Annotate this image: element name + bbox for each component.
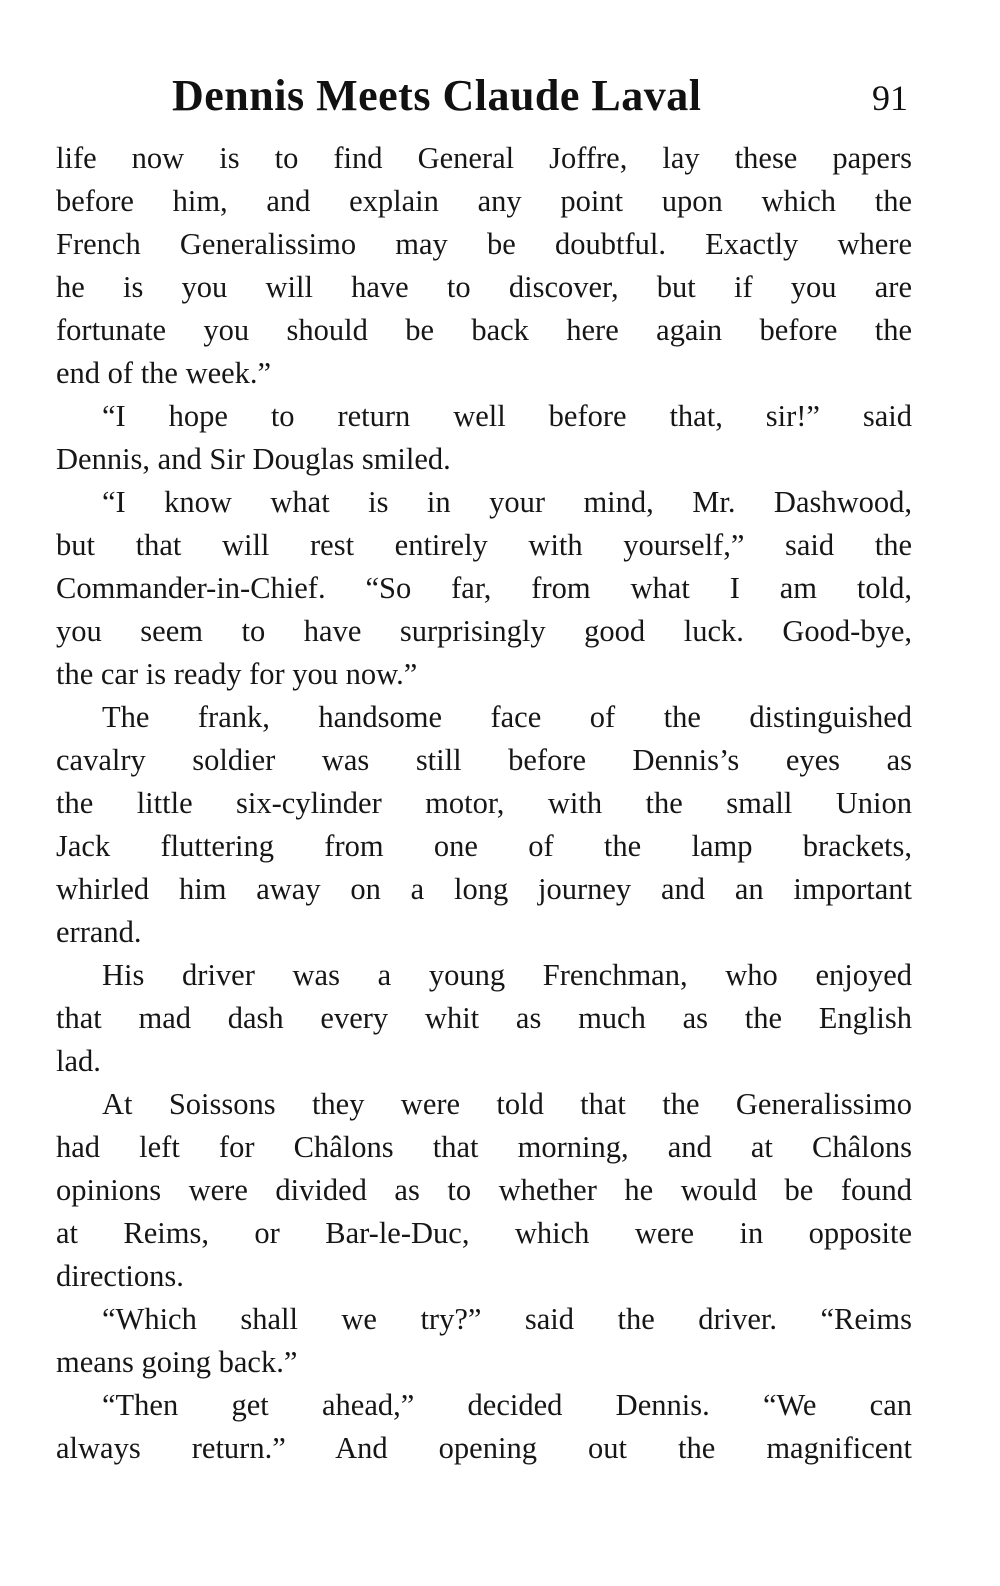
paragraph <box>56 395 912 481</box>
text-line: always return.” And opening out the magnificent <box>56 1431 912 1465</box>
text-line: before him, and explain any point upon which the <box>56 184 912 218</box>
text-line: life now is to find General Joffre, lay these papers <box>56 141 912 175</box>
text-line: that mad dash every whit as much as the English <box>56 1001 912 1035</box>
text-line: the little six-cylinder motor, with the small Union <box>56 786 912 820</box>
text-line: directions. <box>56 1259 184 1293</box>
text-line: Jack fluttering from one of the lamp brackets, <box>56 829 912 863</box>
paragraph <box>56 954 912 1083</box>
paragraph <box>56 1083 912 1298</box>
text-line: At Soissons they were told that the Generalissimo <box>102 1087 912 1121</box>
text-line: Commander-in-Chief. “So far, from what I am told, <box>56 571 912 605</box>
running-head <box>0 70 1000 130</box>
chapter-title: Dennis Meets Claude Laval <box>172 71 702 120</box>
body-text <box>56 137 912 1470</box>
text-line: lad. <box>56 1044 101 1078</box>
text-line: “Then get ahead,” decided Dennis. “We can <box>102 1388 912 1422</box>
text-line: “Which shall we try?” said the driver. “Reims <box>102 1302 912 1336</box>
paragraph <box>56 137 912 395</box>
text-line: end of the week.” <box>56 356 272 390</box>
text-line: opinions were divided as to whether he would be found <box>56 1173 912 1207</box>
paragraph <box>56 1298 912 1384</box>
text-line: whirled him away on a long journey and an important <box>56 872 912 906</box>
text-line: the car is ready for you now.” <box>56 657 418 691</box>
text-line: errand. <box>56 915 142 949</box>
text-line: cavalry soldier was still before Dennis’s eyes as <box>56 743 912 777</box>
text-line: he is you will have to discover, but if you are <box>56 270 912 304</box>
paragraph <box>56 481 912 696</box>
paragraph <box>56 696 912 954</box>
text-line: His driver was a young Frenchman, who enjoyed <box>102 958 912 992</box>
text-line: “I know what is in your mind, Mr. Dashwood, <box>102 485 912 519</box>
text-line: had left for Châlons that morning, and at Châlons <box>56 1130 912 1164</box>
text-line: Dennis, and Sir Douglas smiled. <box>56 442 451 476</box>
text-line: “I hope to return well before that, sir!” said <box>102 399 912 433</box>
text-line: at Reims, or Bar-le-Duc, which were in opposite <box>56 1216 912 1250</box>
text-line: means going back.” <box>56 1345 298 1379</box>
text-line: you seem to have surprisingly good luck. Good-bye, <box>56 614 912 648</box>
text-line: French Generalissimo may be doubtful. Exactly where <box>56 227 912 261</box>
text-line: fortunate you should be back here again before the <box>56 313 912 347</box>
text-line: but that will rest entirely with yourself,” said the <box>56 528 912 562</box>
page-number: 91 <box>872 78 908 118</box>
text-line: The frank, handsome face of the distinguished <box>102 700 912 734</box>
paragraph <box>56 1384 912 1470</box>
